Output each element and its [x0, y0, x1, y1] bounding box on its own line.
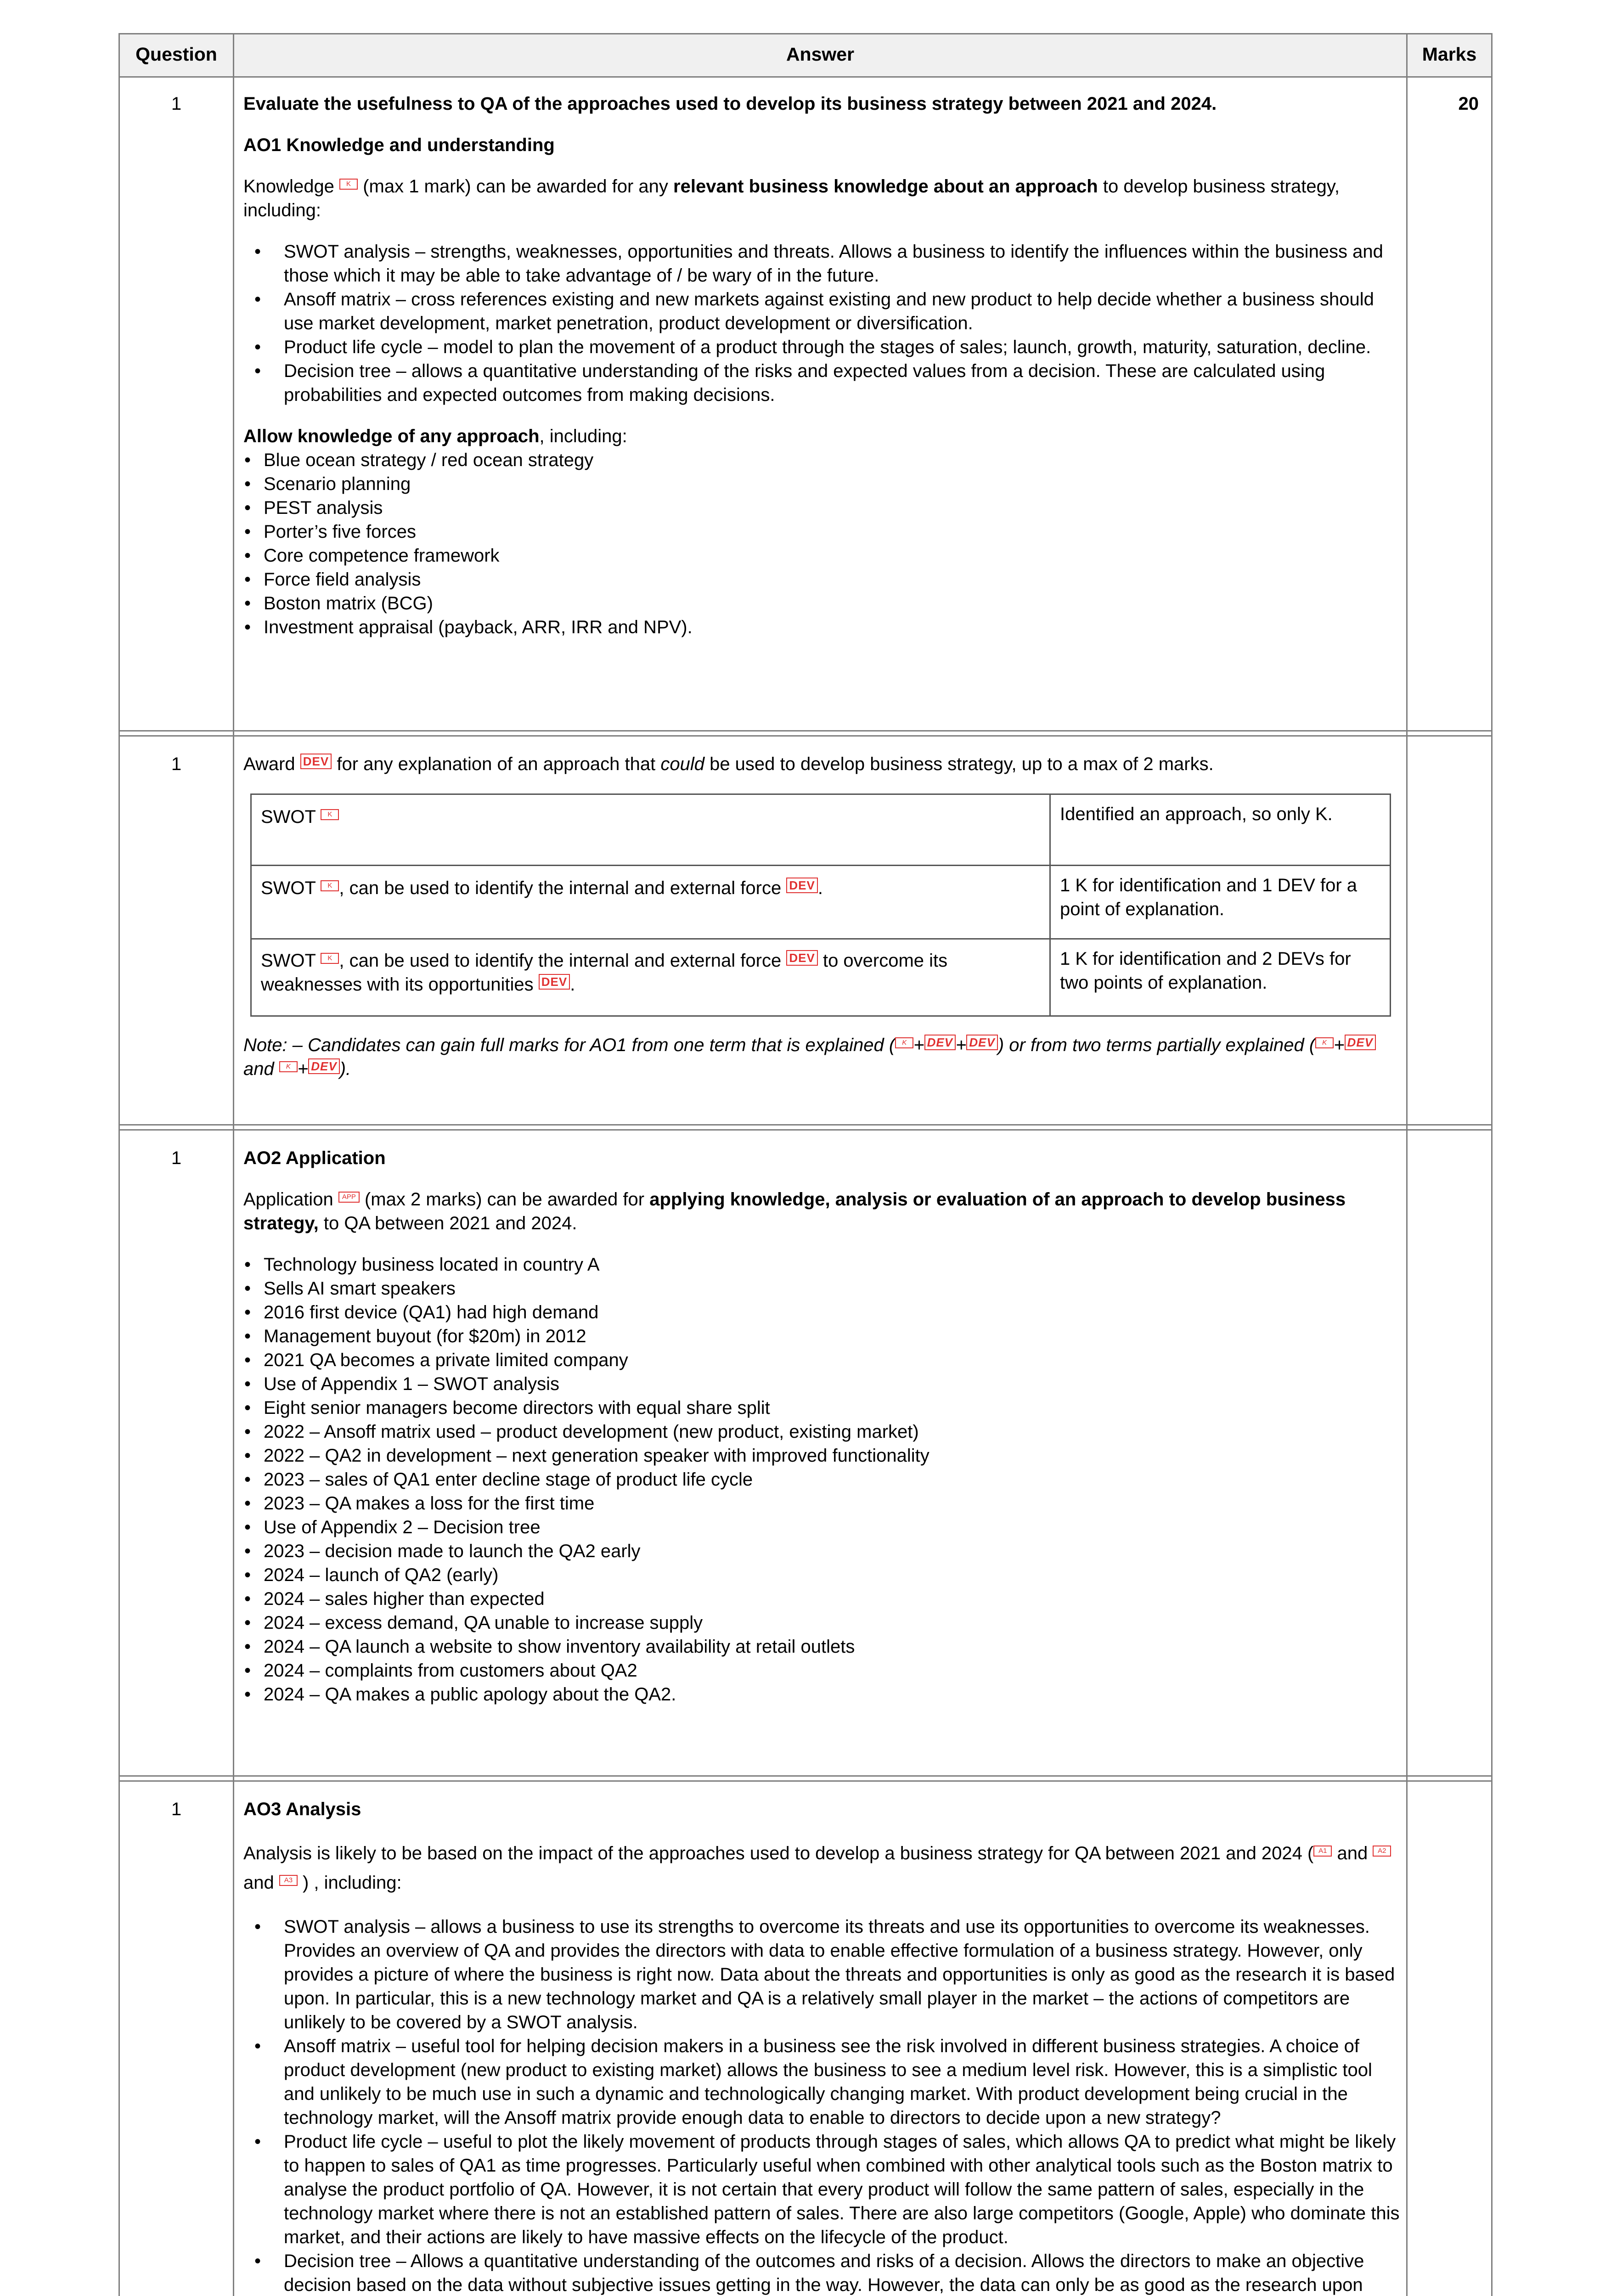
header-divider [118, 76, 1493, 78]
dev-note: Note: – Candidates can gain full marks for AO1 from one term that is explained ( K + DEV + DEV ) or from two terms partially explained ( K + DEV and K + DEV ). [243, 1033, 1405, 1081]
knowledge-mark-icon: K [321, 953, 339, 964]
knowledge-mark-icon: K [279, 1061, 298, 1072]
list-item: • Porter’s five forces [233, 520, 1405, 544]
dev-mark-icon: DEV [786, 878, 817, 893]
question-number: 1 [171, 94, 182, 114]
allow-knowledge: Allow knowledge of any approach, including: [243, 426, 627, 446]
ao2-section [243, 1146, 1405, 1724]
list-item: • Technology business located in country A [233, 1253, 1405, 1277]
total-marks: 20 [1458, 94, 1479, 114]
dev-mark-icon: DEV [966, 1035, 997, 1050]
list-item: • 2024 – QA launch a website to show inventory availability at retail outlets [233, 1635, 1405, 1659]
application-mark-icon: APP [338, 1192, 360, 1203]
table-row [251, 939, 1391, 1016]
question-number: 1 [171, 1148, 182, 1168]
list-item: • 2016 first device (QA1) had high demand [233, 1300, 1405, 1324]
list-item: • 2022 – QA2 in development – next generation speaker with improved functionality [233, 1444, 1405, 1468]
knowledge-mark-icon: K [895, 1037, 913, 1048]
column-header-marks: Marks [1422, 44, 1477, 65]
analysis-1-mark-icon: A1 [1313, 1846, 1332, 1857]
list-item: • Ansoff matrix – cross references existing and new markets against existing and new product to help decide whether a business should use market development, market penetration, product development or diversification. [243, 287, 1405, 335]
list-item: • 2023 – sales of QA1 enter decline stage of product life cycle [233, 1468, 1405, 1491]
list-item: • 2024 – excess demand, QA unable to increase supply [233, 1611, 1405, 1635]
ao1-approaches-list [243, 240, 1405, 407]
knowledge-mark-icon: K [321, 809, 339, 820]
dev-examples-table [250, 793, 1391, 1017]
dev-mark-icon: DEV [786, 950, 817, 966]
knowledge-mark-icon: K [1315, 1037, 1334, 1048]
list-item: • 2024 – complaints from customers about QA2 [233, 1659, 1405, 1683]
table-cell: SWOT K , can be used to identify the internal and external force DEV to overcome its weaknesses with its opportunities DEV . [251, 939, 1050, 1016]
list-item: • Force field analysis [233, 568, 1405, 591]
list-item: • 2022 – Ansoff matrix used – product development (new product, existing market) [233, 1420, 1405, 1444]
ao1-heading: AO1 Knowledge and understanding [243, 135, 555, 155]
column-divider [1406, 33, 1408, 2296]
section-divider [118, 1124, 1493, 1131]
list-item: • Use of Appendix 1 – SWOT analysis [233, 1372, 1405, 1396]
question-title: Evaluate the usefulness to QA of the approaches used to develop its business strategy between 2021 and 2024. [243, 94, 1217, 114]
column-header-answer: Answer [786, 44, 855, 65]
table-cell: SWOT K , can be used to identify the internal and external force DEV . [251, 866, 1050, 939]
list-item: • Ansoff matrix – useful tool for helping decision makers in a business see the risk involved in different business strategies. A choice of product development (new product to existing market) allows the business to see a medium level risk. However, this is a simplistic tool and unlikely to be much use in such a dynamic and technologically changing market. With product development being crucial in the technology market, will the Ansoff matrix provide enough data to enable to directors to decide upon a new strategy? [243, 2034, 1405, 2130]
list-item: • Product life cycle – model to plan the movement of a product through the stages of sales; launch, growth, maturity, saturation, decline. [243, 335, 1405, 359]
table-row [251, 866, 1391, 939]
list-item: • Decision tree – Allows a quantitative understanding of the outcomes and risks of a decision. Allows the directors to make an objective decision based on the data without subjective issues getting in the way. However, the data can only be as good as the research upon [243, 2249, 1405, 2296]
dev-award-text: Award DEV for any explanation of an approach that could be used to develop business strategy, up to a max of 2 marks. [243, 754, 1214, 774]
column-header-question: Question [135, 44, 217, 65]
ao2-intro: Application APP (max 2 marks) can be awarded for applying knowledge, analysis or evaluation of an approach to develop business strategy, to QA between 2021 and 2024. [243, 1189, 1346, 1233]
knowledge-mark-icon: K [339, 179, 358, 190]
list-item: • Scenario planning [233, 472, 1405, 496]
table-row [251, 794, 1391, 866]
list-item: • 2024 – QA makes a public apology about the QA2. [233, 1683, 1405, 1706]
list-item: • Product life cycle – useful to plot the likely movement of products through stages of sales, which allows QA to predict what might be likely to happen to sales of QA1 as time progresses. Particularly useful when combined with other analytical tools such as the Boston matrix to analyse the product portfolio of QA. However, it is not certain that every product will follow the same pattern of sales, especially in the technology market where there is not an established pattern of sales. There are also large competitors (Google, Apple) who dominate this market, and their actions are likely to have massive effects on the lifecycle of the product. [243, 2130, 1405, 2249]
list-item: • 2023 – decision made to launch the QA2 early [233, 1539, 1405, 1563]
list-item: • 2024 – sales higher than expected [233, 1587, 1405, 1611]
list-item: • Investment appraisal (payback, ARR, IRR and NPV). [233, 615, 1405, 639]
list-item: • Sells AI smart speakers [233, 1277, 1405, 1300]
list-item: • Use of Appendix 2 – Decision tree [233, 1515, 1405, 1539]
list-item: • 2021 QA becomes a private limited company [233, 1348, 1405, 1372]
table-cell: SWOT K [251, 794, 1050, 866]
list-item: • Decision tree – allows a quantitative understanding of the risks and expected values from a decision. These are calculated using probabilities and expected outcomes from making decisions. [243, 359, 1405, 407]
ao1-section [243, 92, 1405, 657]
list-item: • Blue ocean strategy / red ocean strategy [233, 448, 1405, 472]
analysis-2-mark-icon: A2 [1373, 1846, 1391, 1857]
section-divider [118, 730, 1493, 737]
ao2-context-list [233, 1253, 1405, 1706]
list-item: • 2023 – QA makes a loss for the first time [233, 1491, 1405, 1515]
list-item: • SWOT analysis – allows a business to use its strengths to overcome its threats and use its opportunities to overcome its weaknesses. Provides an overview of QA and provides the directors with data to enable effective formulation of a business strategy. However, only provides a picture of where the business is right now. Data about the threats and opportunities is only as good as the research it is based upon. In particular, this is a new technology market and QA is a relatively small player in the market – the actions of competitors are unlikely to be covered by a SWOT analysis. [243, 1915, 1405, 2034]
section-divider [118, 1775, 1493, 1782]
table-cell: Identified an approach, so only K. [1050, 794, 1391, 866]
list-item: • Management buyout (for $20m) in 2012 [233, 1324, 1405, 1348]
knowledge-mark-icon: K [321, 880, 339, 891]
dev-section [243, 752, 1405, 1098]
column-divider [233, 33, 234, 2296]
ao1-intro: Knowledge K (max 1 mark) can be awarded for any relevant business knowledge about an approach to develop business strategy, including: [243, 176, 1340, 220]
ao3-intro: Analysis is likely to be based on the impact of the approaches used to develop a business strategy for QA between 2021 and 2024 ( A1 and A2 and A3 ) , including: [243, 1839, 1405, 1897]
list-item: • Eight senior managers become directors with equal share split [233, 1396, 1405, 1420]
ao3-analysis-list [243, 1915, 1405, 2296]
dev-mark-icon: DEV [924, 1035, 956, 1050]
question-number: 1 [171, 754, 182, 774]
ao2-heading: AO2 Application [243, 1148, 386, 1168]
list-item: • PEST analysis [233, 496, 1405, 520]
table-cell: 1 K for identification and 2 DEVs for two points of explanation. [1050, 939, 1391, 1016]
ao3-section [243, 1797, 1405, 2296]
list-item: • Core competence framework [233, 544, 1405, 568]
dev-mark-icon: DEV [1345, 1035, 1376, 1050]
question-number: 1 [171, 1799, 182, 1819]
dev-mark-icon: DEV [539, 974, 570, 990]
dev-mark-icon: DEV [308, 1058, 339, 1074]
list-item: • Boston matrix (BCG) [233, 591, 1405, 615]
ao3-heading: AO3 Analysis [243, 1799, 361, 1819]
other-approaches-list [233, 448, 1405, 639]
table-cell: 1 K for identification and 1 DEV for a point of explanation. [1050, 866, 1391, 939]
dev-mark-icon: DEV [300, 754, 332, 769]
list-item: • SWOT analysis – strengths, weaknesses, opportunities and threats. Allows a business to identify the influences within the business and those which it may be able to take advantage of / be wary of in the future. [243, 240, 1405, 287]
analysis-3-mark-icon: A3 [279, 1875, 298, 1886]
list-item: • 2024 – launch of QA2 (early) [233, 1563, 1405, 1587]
